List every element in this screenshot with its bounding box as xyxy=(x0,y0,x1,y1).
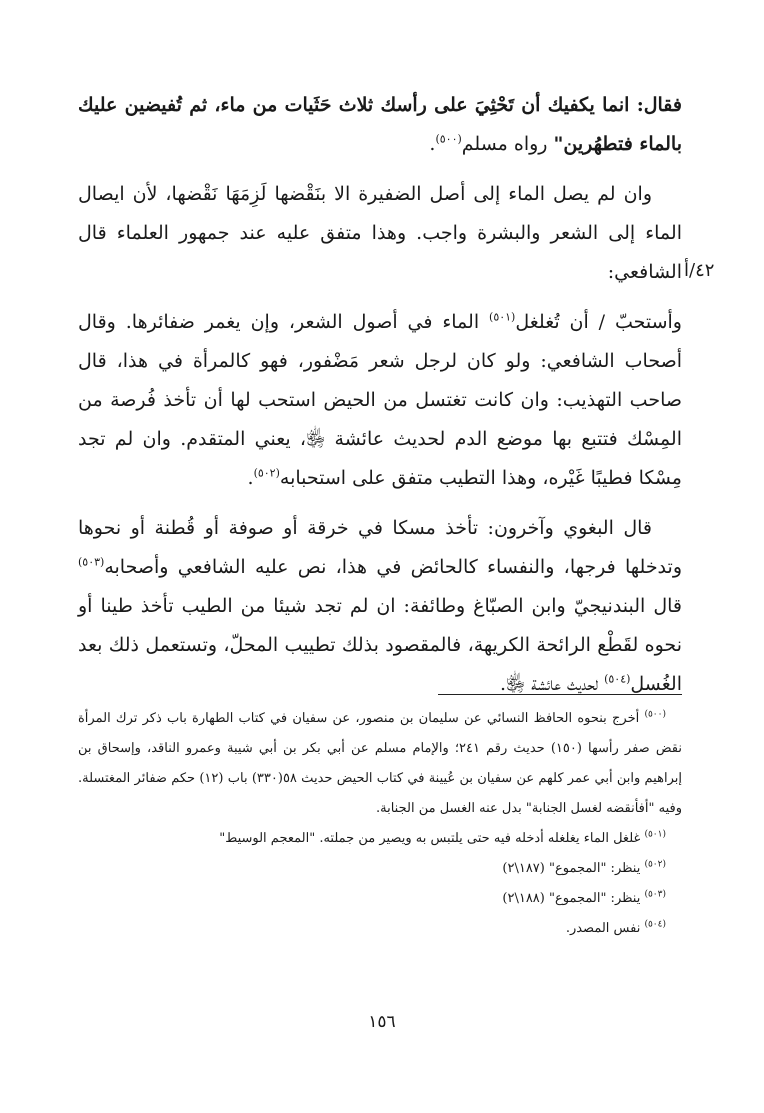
footnote-ref-504: (٥٠٤) xyxy=(604,672,631,686)
paragraph-2: وان لم يصل الماء إلى أصل الضفيرة الا بنَقْضها لَزِمَهَا نَقْضها، لأن ايصال الماء إلى الشعر والبشرة واجب. وهذا متفق عليه عند جمهور العلماء قال الشافعي: xyxy=(78,183,682,283)
paragraph-4-start: قال البغوي وآخرون: تأخذ مسكا في خرقة أو صوفة أو قُطنة أو نحوها وتدخلها فرجها، والنفساء كالحائض في هذا، نص عليه الشافعي وأصحابه xyxy=(78,517,682,578)
footnote-504-text: نفس المصدر. xyxy=(565,921,645,936)
paragraph-3-start: وأستحبّ / أن تُغلغل xyxy=(515,311,682,333)
paragraph-4-end: لحديث عائشة ﵂. xyxy=(499,673,605,695)
paragraph-3 xyxy=(78,303,682,498)
footnote-501 xyxy=(78,824,682,854)
footnote-504 xyxy=(78,914,682,944)
footnote-500-text: أخرج بنحوه الحافظ النسائي عن سليمان بن منصور، عن سفيان في كتاب الطهارة باب ذكر ترك المرأة نقض صفر رأسها (١٥٠) حديث رقم ٢٤١؛ والإمام مسلم عن أبي بكر بن أبي شيبة وعمرو الناقد، وإسحاق بن إبراهيم وابن أبي عمر كلهم عن سفيان بن عُيينة في كتاب الحيض حديث ٥٨(٣٣٠) باب (١٢) حكم ضفائر المغتسلة. وفيه "أفأنقضه لغسل الجنابة" بدل عنه الغسل من الجنابة. xyxy=(78,711,682,816)
footnote-ref-502: (٥٠٢) xyxy=(253,466,280,480)
paragraph-3-end: . xyxy=(247,467,254,489)
hadith-quote: فقال: انما يكفيك أن تَحْثِيَ على رأسك ثلاث حَثَيات من ماء، ثم تُفيضين عليك بالماء فتطهُرين" xyxy=(78,94,682,155)
footnote-ref-500: (٥٠٠) xyxy=(435,132,462,146)
footnote-500 xyxy=(78,704,682,824)
footnote-501-text: غلغل الماء يغلغله أدخله فيه حتى يلتبس به ويصير من جملته. "المعجم الوسيط" xyxy=(219,831,645,846)
paragraph-1 xyxy=(78,86,682,164)
paragraph-3-body: الماء في أصول الشعر، وإن يغمر ضفائرها. وقال أصحاب الشافعي: ولو كان لرجل شعر مَضْفور، فهو كالمرأة في هذا، قال صاحب التهذيب: وان كانت تغتسل من الحيض استحب لها أن تأخذ فُرصة من المِسْك فتتبع بها موضع الدم لحديث عائشة ﵂، يعني المتقدم. وان لم تجد مِسْكا فطيبًا غَيْره، وهذا التطيب متفق على استحبابه xyxy=(78,311,682,489)
paragraph-4 xyxy=(78,509,682,704)
paragraph-4-body: قال البندنيجيّ وابن الصبّاغ وطائفة: ان لم تجد شيئا من الطيب تأخذ طينا أو نحوه لقَطْع الرائحة الكريهة، فالمقصود بذلك تطييب المحلّ، وتستعمل ذلك بعد الغُسل xyxy=(78,595,682,695)
narration-note: رواه مسلم xyxy=(461,133,554,155)
footnote-ref-503: (٥٠٣) xyxy=(78,555,105,569)
manuscript-folio-marker: ٤٢/أ xyxy=(684,260,715,281)
footnote-502 xyxy=(78,854,682,884)
footnote-ref-501: (٥٠١) xyxy=(489,310,516,324)
paragraph-1-end: . xyxy=(429,133,436,155)
footnote-502-number: (٥٠٢) xyxy=(644,859,666,870)
footnote-503 xyxy=(78,884,682,914)
footnote-501-number: (٥٠١) xyxy=(644,829,666,840)
footnote-separator xyxy=(438,694,682,695)
footnote-502-text: ينظر: "المجموع" (١٨٧\٢) xyxy=(502,861,645,876)
footnote-503-text: ينظر: "المجموع" (١٨٨\٢) xyxy=(502,891,645,906)
footnote-503-number: (٥٠٣) xyxy=(644,889,666,900)
page-number: ١٥٦ xyxy=(368,1012,396,1032)
footnote-500-number: (٥٠٠) xyxy=(644,709,666,720)
footnote-504-number: (٥٠٤) xyxy=(644,919,666,930)
main-text xyxy=(78,86,682,715)
footnotes xyxy=(78,704,682,944)
